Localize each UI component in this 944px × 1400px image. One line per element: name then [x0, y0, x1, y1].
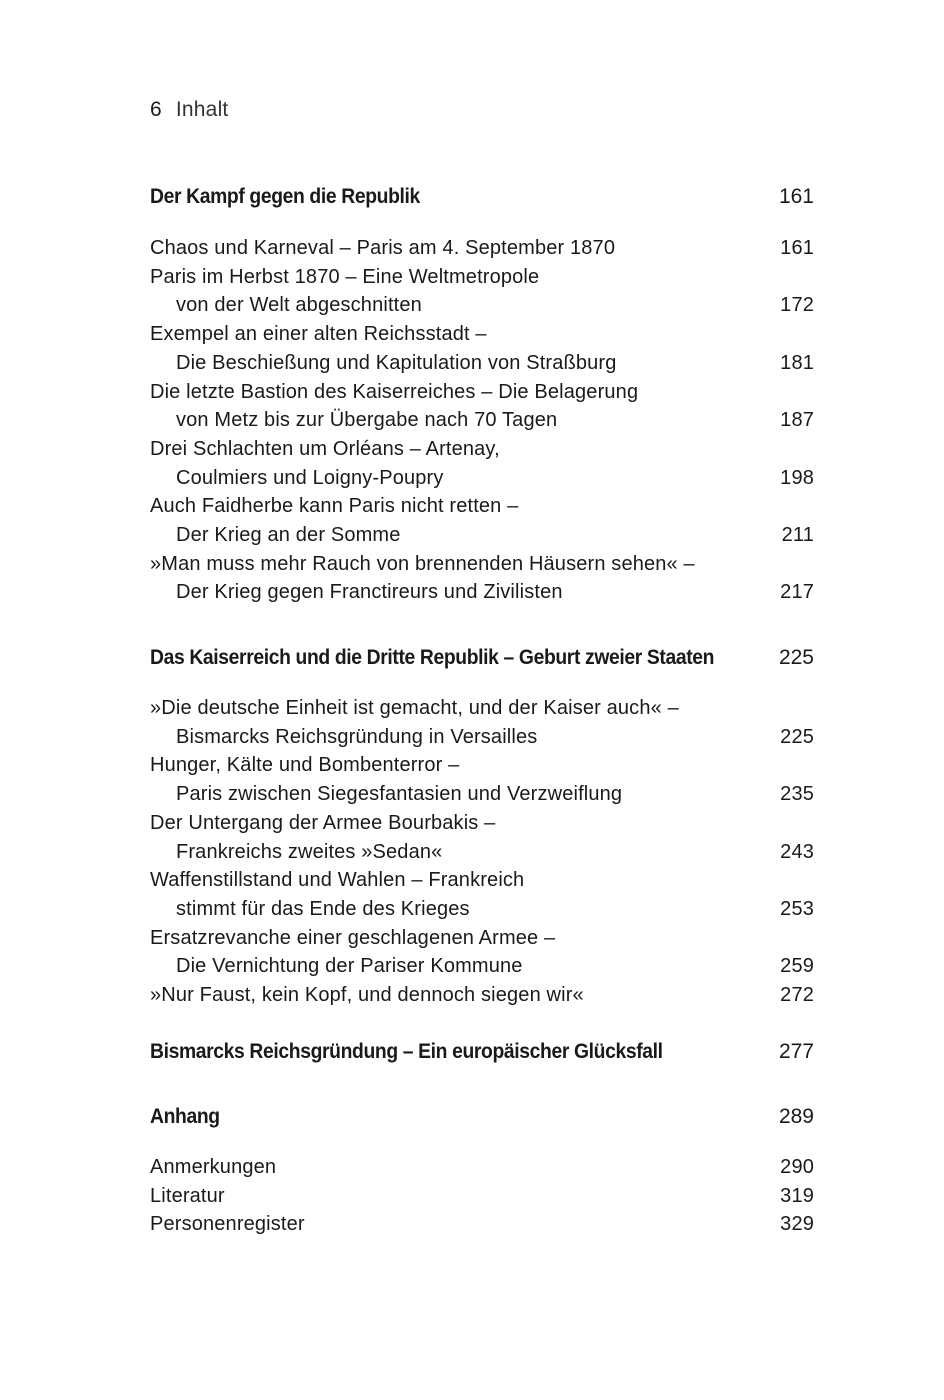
section-heading	[150, 183, 814, 211]
entry-title-line: Waffenstillstand und Wahlen – Frankreich	[150, 869, 525, 892]
entry-title-line: Frankreichs zweites »Sedan«	[176, 840, 443, 863]
section-entries	[150, 694, 814, 1010]
entry-title-line: Bismarcks Reichsgründung in Versailles	[176, 725, 538, 748]
entry-title-line: Chaos und Karneval – Paris am 4. September 1870	[150, 237, 616, 259]
toc-entry	[150, 981, 814, 1010]
entry-page-number: 272	[780, 984, 814, 1007]
section-title: Der Kampf gegen die Republik	[150, 185, 420, 208]
section-entries	[150, 234, 814, 607]
entry-page-number: 217	[780, 581, 814, 604]
entry-page-number: 172	[780, 294, 814, 317]
entry-page-number: 198	[780, 466, 814, 489]
entry-title-line: von Metz bis zur Übergabe nach 70 Tagen	[176, 409, 558, 432]
entry-page-number: 243	[780, 840, 814, 863]
entry-page-number: 253	[780, 897, 814, 920]
toc-entry	[150, 263, 814, 320]
entry-title-line: Die Beschießung und Kapitulation von Straßburg	[176, 351, 617, 374]
entry-title-line: Coulmiers und Loigny-Poupry	[176, 466, 444, 489]
toc-entry	[150, 809, 814, 866]
entry-title-line: stimmt für das Ende des Krieges	[176, 897, 470, 920]
toc-entry	[150, 1153, 814, 1182]
entry-title-line: Exempel an einer alten Reichsstadt –	[150, 323, 487, 346]
toc-entry	[150, 924, 814, 981]
entry-page-number: 187	[780, 409, 814, 432]
toc-entry	[150, 435, 814, 492]
entry-title-line: Literatur	[150, 1184, 225, 1207]
entry-title-line: Auch Faidherbe kann Paris nicht retten –	[150, 495, 519, 518]
section-title: Bismarcks Reichsgründung – Ein europäischer Glücksfall	[150, 1040, 663, 1063]
entry-title-line: Drei Schlachten um Orléans – Artenay,	[150, 437, 500, 460]
entry-title-line: Der Krieg gegen Franctireurs und Zivilisten	[176, 581, 563, 604]
section-page-number: 277	[778, 1040, 814, 1063]
entry-page-number: 161	[780, 237, 814, 259]
entry-page-number: 329	[780, 1213, 814, 1236]
toc-entry	[150, 1182, 814, 1211]
entry-title-line: Personenregister	[150, 1213, 305, 1236]
toc-entry	[150, 550, 814, 607]
entry-page-number: 225	[780, 725, 814, 748]
entry-title-line: Der Krieg an der Somme	[176, 524, 401, 547]
entry-title-line: Paris im Herbst 1870 – Eine Weltmetropole	[150, 265, 540, 288]
entry-page-number: 259	[780, 955, 814, 978]
toc-entry	[150, 694, 814, 751]
toc-entry	[150, 492, 814, 549]
entry-title-line: »Die deutsche Einheit ist gemacht, und der Kaiser auch« –	[150, 697, 679, 719]
entry-title-line: Hunger, Kälte und Bombenterror –	[150, 754, 460, 777]
entry-title-line: Die letzte Bastion des Kaiserreiches – Die Belagerung	[150, 380, 639, 403]
entry-title-line: »Nur Faust, kein Kopf, und dennoch siegen wir«	[150, 984, 584, 1007]
entry-title-line: von der Welt abgeschnitten	[176, 294, 422, 317]
toc-entry	[150, 866, 814, 923]
toc-entry	[150, 234, 814, 263]
section-heading	[150, 1038, 814, 1066]
section-heading	[150, 644, 814, 672]
section-page-number: 225	[778, 646, 814, 669]
entry-title-line: Der Untergang der Armee Bourbakis –	[150, 811, 496, 834]
section-title: Das Kaiserreich und die Dritte Republik – Geburt zweier Staaten	[150, 646, 715, 669]
entry-title-line: »Man muss mehr Rauch von brennenden Häusern sehen« –	[150, 552, 695, 575]
entry-title-line: Ersatzrevanche einer geschlagenen Armee –	[150, 926, 556, 949]
toc-entry	[150, 378, 814, 435]
entry-page-number: 181	[780, 351, 814, 374]
entry-title-line: Die Vernichtung der Pariser Kommune	[176, 955, 523, 978]
entry-page-number: 235	[780, 783, 814, 806]
entry-title-line: Anmerkungen	[150, 1156, 277, 1178]
toc-entry	[150, 751, 814, 808]
entry-title-line: Paris zwischen Siegesfantasien und Verzweiflung	[176, 783, 623, 806]
section-entries	[150, 1153, 814, 1239]
entry-page-number: 211	[781, 524, 814, 547]
running-head-title: Inhalt	[175, 98, 229, 121]
section-heading	[150, 1103, 814, 1131]
entry-page-number: 290	[780, 1156, 814, 1178]
running-head	[150, 96, 228, 124]
page-number: 6	[150, 98, 162, 121]
section-page-number: 161	[778, 185, 814, 208]
section-page-number: 289	[778, 1105, 814, 1128]
toc-page	[150, 0, 814, 1400]
toc-entry	[150, 320, 814, 377]
entry-page-number: 319	[780, 1184, 814, 1207]
toc-entry	[150, 1210, 814, 1239]
section-title: Anhang	[150, 1105, 220, 1128]
